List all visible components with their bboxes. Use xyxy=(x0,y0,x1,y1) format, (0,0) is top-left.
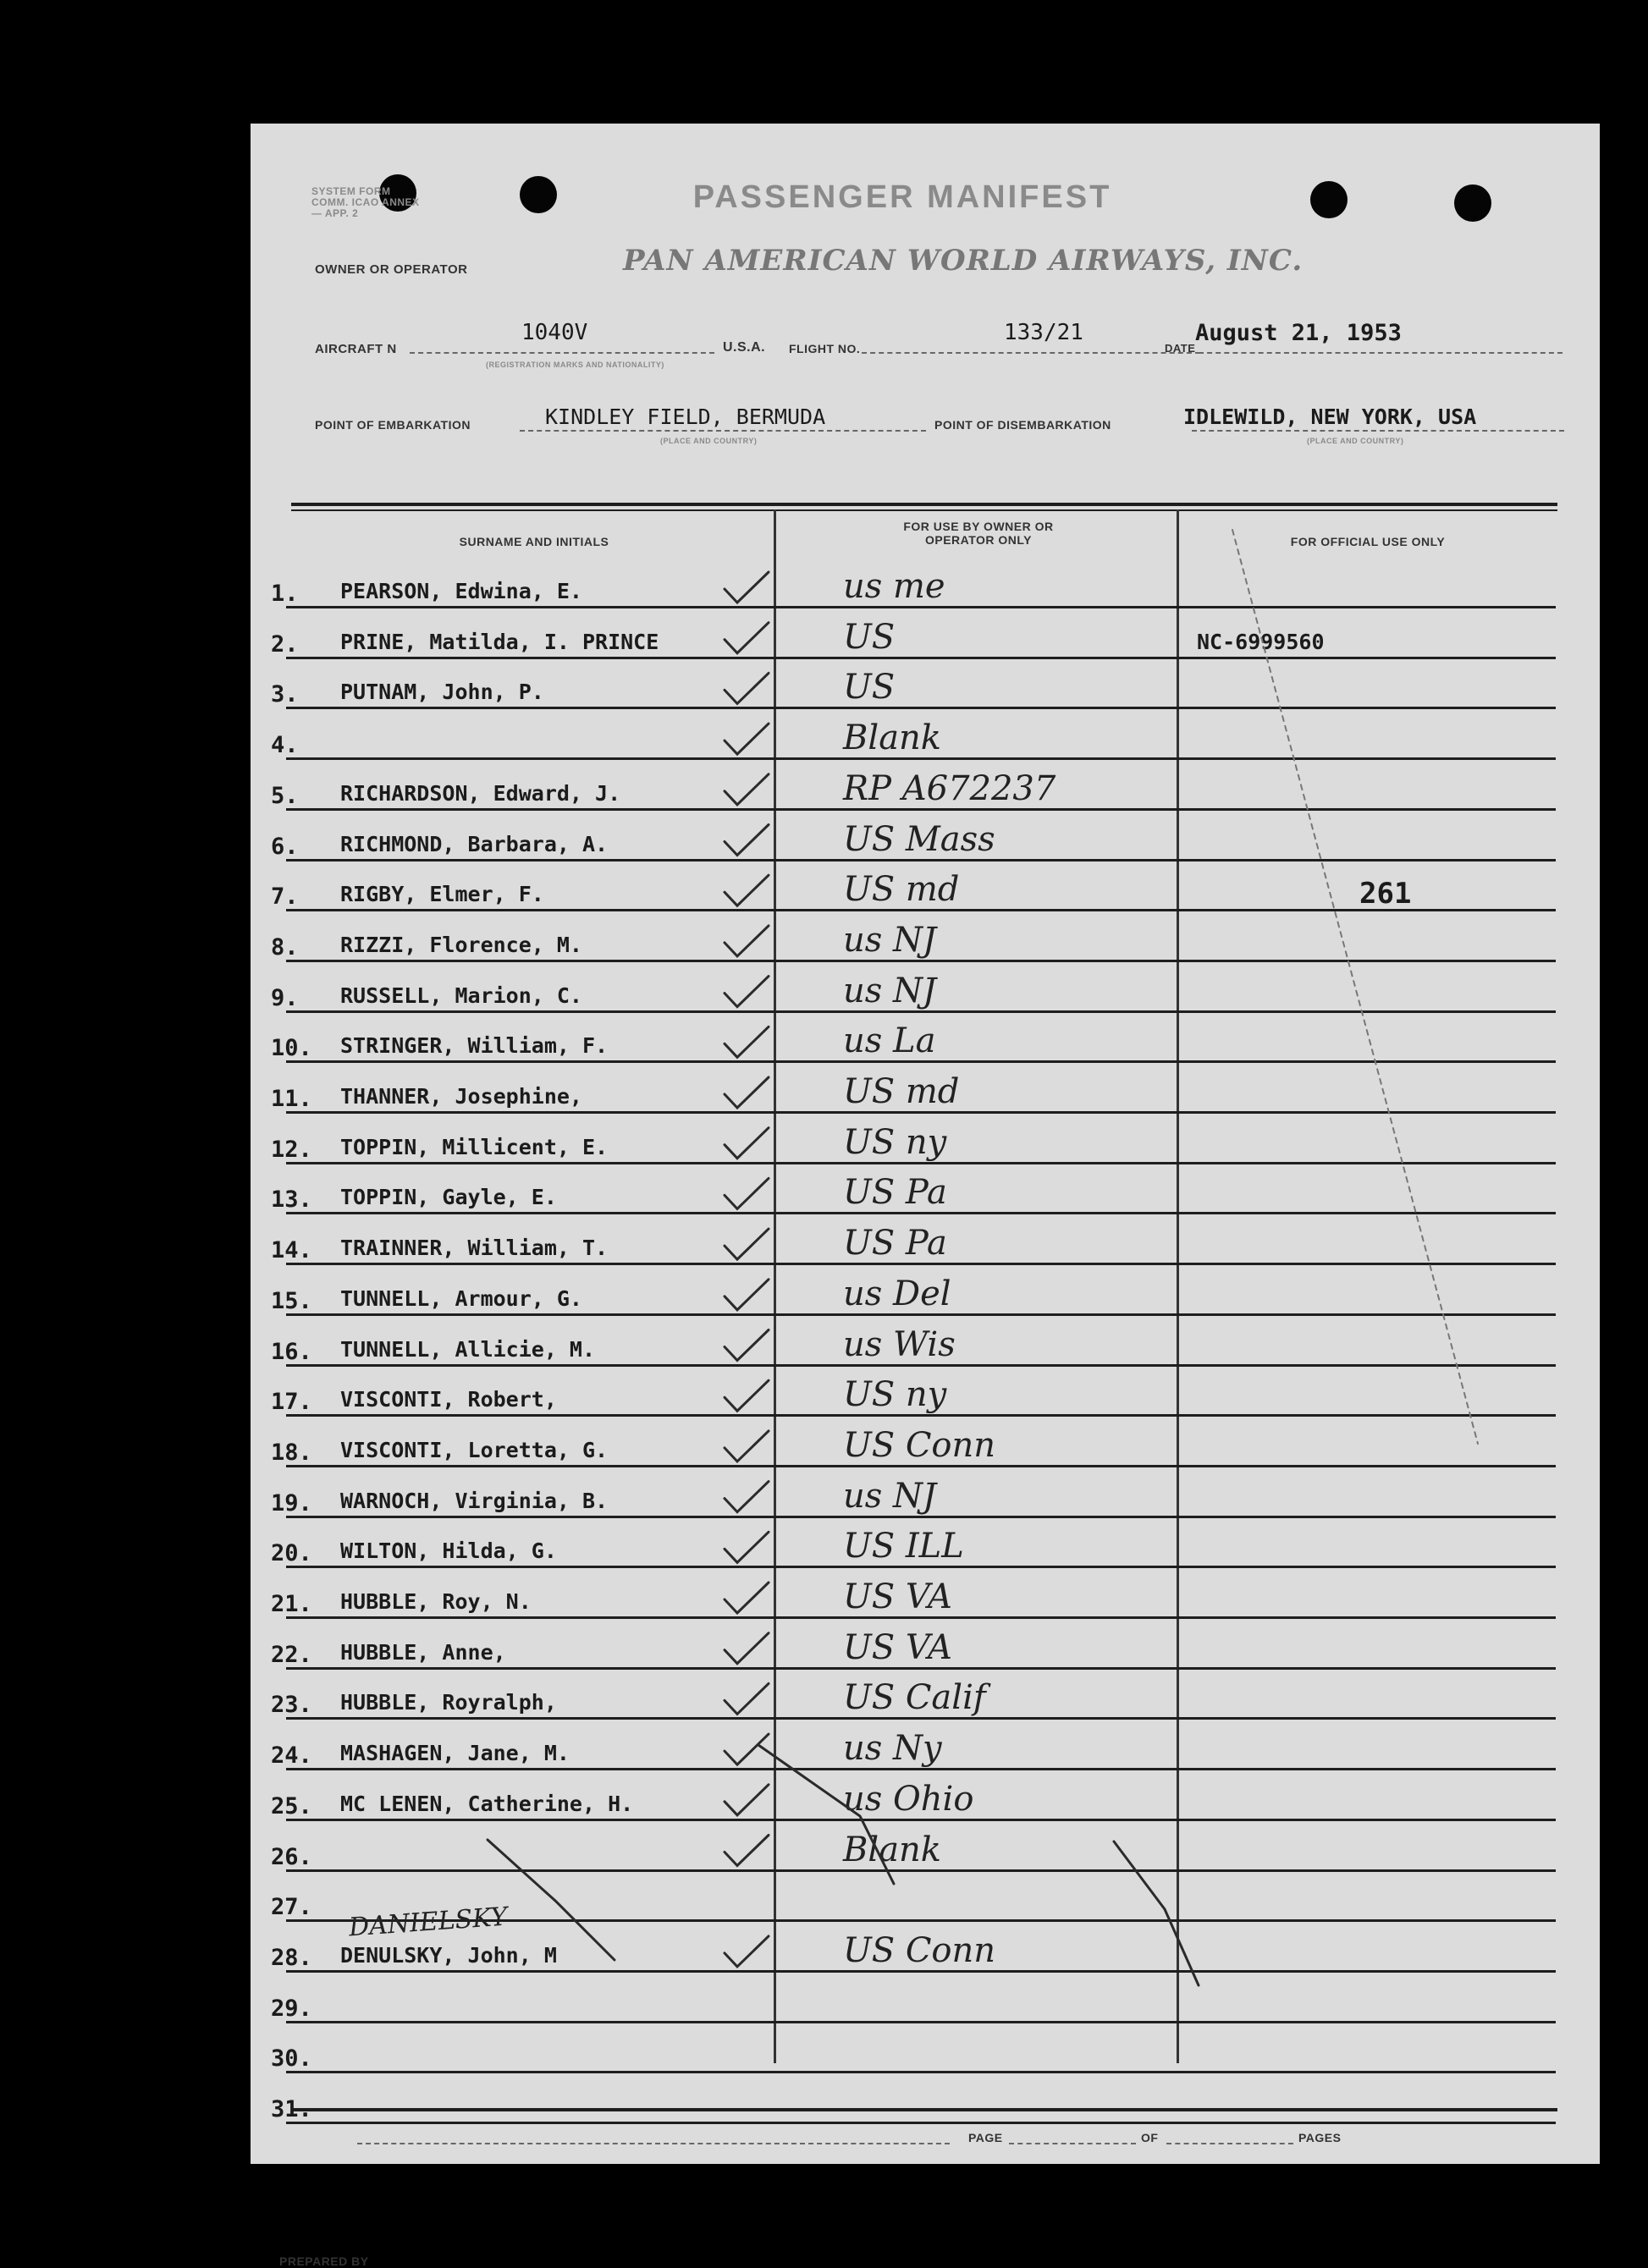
check-mark xyxy=(725,774,769,805)
check-mark xyxy=(725,1785,769,1815)
page-title: PASSENGER MANIFEST xyxy=(692,179,1112,215)
page-label: PAGE xyxy=(968,2131,1003,2144)
owner-note: Blank xyxy=(843,718,942,758)
row-number: 12. xyxy=(271,1136,312,1163)
passenger-name: TUNNELL, Allicie, M. xyxy=(340,1336,596,1362)
check-mark xyxy=(725,1583,769,1613)
owner-note: US ny xyxy=(843,1122,947,1162)
disembark-sublabel: (PLACE AND COUNTRY) xyxy=(1307,437,1404,445)
passenger-name: RUSSELL, Marion, C. xyxy=(340,983,582,1008)
flight-label: FLIGHT NO. xyxy=(789,342,861,355)
row-number: 3. xyxy=(271,681,299,708)
check-mark xyxy=(725,1178,769,1208)
row-number: 19. xyxy=(271,1489,312,1517)
row-number: 15. xyxy=(271,1287,312,1314)
col-header-surname: SURNAME AND INITIALS xyxy=(459,535,609,548)
passenger-name: VISCONTI, Loretta, G. xyxy=(340,1437,609,1462)
row-number: 21. xyxy=(271,1591,312,1617)
usa-label: U.S.A. xyxy=(723,340,766,355)
pages-label: PAGES xyxy=(1298,2131,1342,2144)
col-header-official: FOR OFFICIAL USE ONLY xyxy=(1290,535,1446,548)
owner-note: us Wis xyxy=(843,1324,956,1364)
passenger-name: PRINE, Matilda, I. PRINCE xyxy=(340,629,659,654)
check-mark xyxy=(725,1128,769,1159)
passenger-name: WARNOCH, Virginia, B. xyxy=(340,1488,609,1513)
row-number: 18. xyxy=(271,1439,312,1466)
check-mark xyxy=(725,977,769,1007)
passenger-name: VISCONTI, Robert, xyxy=(340,1387,557,1412)
passenger-name: DENULSKY, John, M xyxy=(340,1942,557,1968)
owner-note: US ILL xyxy=(843,1527,964,1566)
row-number: 16. xyxy=(271,1338,312,1365)
prepared-label: PREPARED BY xyxy=(279,2254,369,2268)
prepared-underline xyxy=(357,2143,950,2144)
check-mark xyxy=(725,825,769,856)
owner-note: Blank xyxy=(843,1830,942,1869)
check-mark xyxy=(725,875,769,906)
row-number: 27. xyxy=(271,1894,312,1921)
check-mark xyxy=(725,724,769,754)
check-mark xyxy=(725,926,769,956)
passenger-name: HUBBLE, Roy, N. xyxy=(340,1589,532,1614)
row-number: 8. xyxy=(271,933,299,961)
passenger-name: PEARSON, Edwina, E. xyxy=(340,579,582,603)
of-label: OF xyxy=(1141,2131,1159,2144)
owner-note: US VA xyxy=(843,1627,952,1667)
of-underline xyxy=(1166,2143,1293,2144)
passenger-name: HUBBLE, Anne, xyxy=(340,1639,506,1665)
owner-note: US md xyxy=(843,1072,960,1111)
check-mark xyxy=(725,1683,769,1714)
row-number: 29. xyxy=(271,1995,312,2022)
owner-note: US Pa xyxy=(843,1173,947,1213)
check-mark xyxy=(725,1380,769,1411)
owner-note: US md xyxy=(843,870,960,910)
check-mark xyxy=(725,623,769,653)
row-number: 11. xyxy=(271,1086,312,1112)
check-mark xyxy=(725,1229,769,1259)
row-number: 26. xyxy=(271,1843,312,1870)
owner-note: us NJ xyxy=(843,971,937,1010)
passenger-name: WILTON, Hilda, G. xyxy=(340,1539,557,1564)
row-number: 25. xyxy=(271,1792,312,1819)
page-underline xyxy=(1009,2143,1136,2144)
passenger-name: RICHMOND, Barbara, A. xyxy=(340,831,609,856)
owner-note: US Mass xyxy=(843,819,995,859)
passenger-name: HUBBLE, Royralph, xyxy=(340,1690,557,1715)
row28-correction: DANIELSKY xyxy=(348,1902,509,1943)
embark-label: POINT OF EMBARKATION xyxy=(315,418,471,432)
owner-note: us La xyxy=(843,1021,936,1061)
owner-note: US ny xyxy=(843,1375,947,1415)
row-number: 7. xyxy=(271,884,299,911)
check-mark xyxy=(725,1027,769,1057)
owner-note: US Conn xyxy=(843,1425,996,1465)
check-mark xyxy=(725,1532,769,1562)
check-mark xyxy=(725,1077,769,1108)
owner-note: US Pa xyxy=(843,1224,947,1263)
passenger-name: TUNNELL, Armour, G. xyxy=(340,1285,582,1311)
registration-sublabel: (REGISTRATION MARKS AND NATIONALITY) xyxy=(486,361,664,369)
owner-note: US xyxy=(843,668,896,707)
check-mark xyxy=(725,572,769,603)
passenger-name: RIZZI, Florence, M. xyxy=(340,932,582,957)
check-mark xyxy=(725,1936,769,1967)
owner-note: US Calif xyxy=(843,1678,986,1718)
owner-note: us NJ xyxy=(843,1476,937,1516)
row-number: 4. xyxy=(271,732,299,759)
row-number: 13. xyxy=(271,1186,312,1214)
row-number: 2. xyxy=(271,630,299,658)
disembark-label: POINT OF DISEMBARKATION xyxy=(934,418,1111,432)
row-number: 28. xyxy=(271,1944,312,1971)
aircraft-number: 1040V xyxy=(521,320,588,345)
row-number: 9. xyxy=(271,984,299,1011)
check-mark xyxy=(725,1836,769,1866)
owner-note: us me xyxy=(843,567,945,606)
embark-point: KINDLEY FIELD, BERMUDA xyxy=(545,405,826,429)
owner-note: us NJ xyxy=(843,920,937,960)
passenger-name: RIGBY, Elmer, F. xyxy=(340,882,544,907)
row-number: 1. xyxy=(271,581,299,607)
row-number: 31. xyxy=(271,2096,312,2122)
passenger-name: TOPPIN, Gayle, E. xyxy=(340,1185,557,1210)
official-note: 261 xyxy=(1359,877,1412,911)
check-mark xyxy=(725,1280,769,1310)
owner-note: us Del xyxy=(843,1274,951,1313)
manifest-sheet xyxy=(251,124,1600,2268)
owner-note: US Conn xyxy=(843,1930,996,1970)
check-mark xyxy=(725,673,769,703)
owner-note: US xyxy=(843,617,896,657)
row-number: 6. xyxy=(271,833,299,860)
flight-date: August 21, 1953 xyxy=(1195,320,1402,346)
passenger-name: STRINGER, William, F. xyxy=(340,1033,609,1059)
row-number: 24. xyxy=(271,1742,312,1770)
check-mark xyxy=(725,1482,769,1512)
check-mark xyxy=(725,1734,769,1764)
check-mark xyxy=(725,1431,769,1462)
row-number: 14. xyxy=(271,1237,312,1264)
embark-sublabel: (PLACE AND COUNTRY) xyxy=(660,437,758,445)
aircraft-label: AIRCRAFT N xyxy=(315,342,397,356)
row-number: 23. xyxy=(271,1692,312,1719)
row-number: 5. xyxy=(271,782,299,809)
row-number: 22. xyxy=(271,1641,312,1668)
owner-note: us Ny xyxy=(843,1729,942,1769)
passenger-name: TOPPIN, Millicent, E. xyxy=(340,1134,609,1159)
owner-note: RP A672237 xyxy=(843,768,1056,808)
row-number: 17. xyxy=(271,1389,312,1416)
date-label: DATE xyxy=(1165,342,1196,355)
row-number: 10. xyxy=(271,1035,312,1062)
check-mark xyxy=(725,1330,769,1361)
passenger-name: MC LENEN, Catherine, H. xyxy=(340,1791,634,1816)
row-number: 20. xyxy=(271,1540,312,1567)
row-number: 30. xyxy=(271,2045,312,2073)
passenger-name: THANNER, Josephine, xyxy=(340,1084,582,1109)
passenger-name: MASHAGEN, Jane, M. xyxy=(340,1741,570,1766)
col-header-owner-use: FOR USE BY OWNER OR OPERATOR ONLY xyxy=(903,520,1054,547)
passenger-name: PUTNAM, John, P. xyxy=(340,680,544,705)
owner-note: US VA xyxy=(843,1577,952,1616)
operator-name: PAN AMERICAN WORLD AIRWAYS, INC. xyxy=(623,244,1304,278)
owner-label: OWNER OR OPERATOR xyxy=(315,262,468,277)
official-note: NC-6999560 xyxy=(1197,629,1325,654)
owner-note: us Ohio xyxy=(843,1779,974,1819)
passenger-name: RICHARDSON, Edward, J. xyxy=(340,780,621,806)
form-code: SYSTEM FORM COMM. ICAO ANNEX — APP. 2 xyxy=(311,185,420,219)
handwritten-marks xyxy=(251,124,1600,2164)
check-mark xyxy=(725,1633,769,1664)
passenger-name: TRAINNER, William, T. xyxy=(340,1236,609,1261)
disembark-point: IDLEWILD, NEW YORK, USA xyxy=(1183,405,1477,429)
flight-number: 133/21 xyxy=(1004,320,1083,345)
